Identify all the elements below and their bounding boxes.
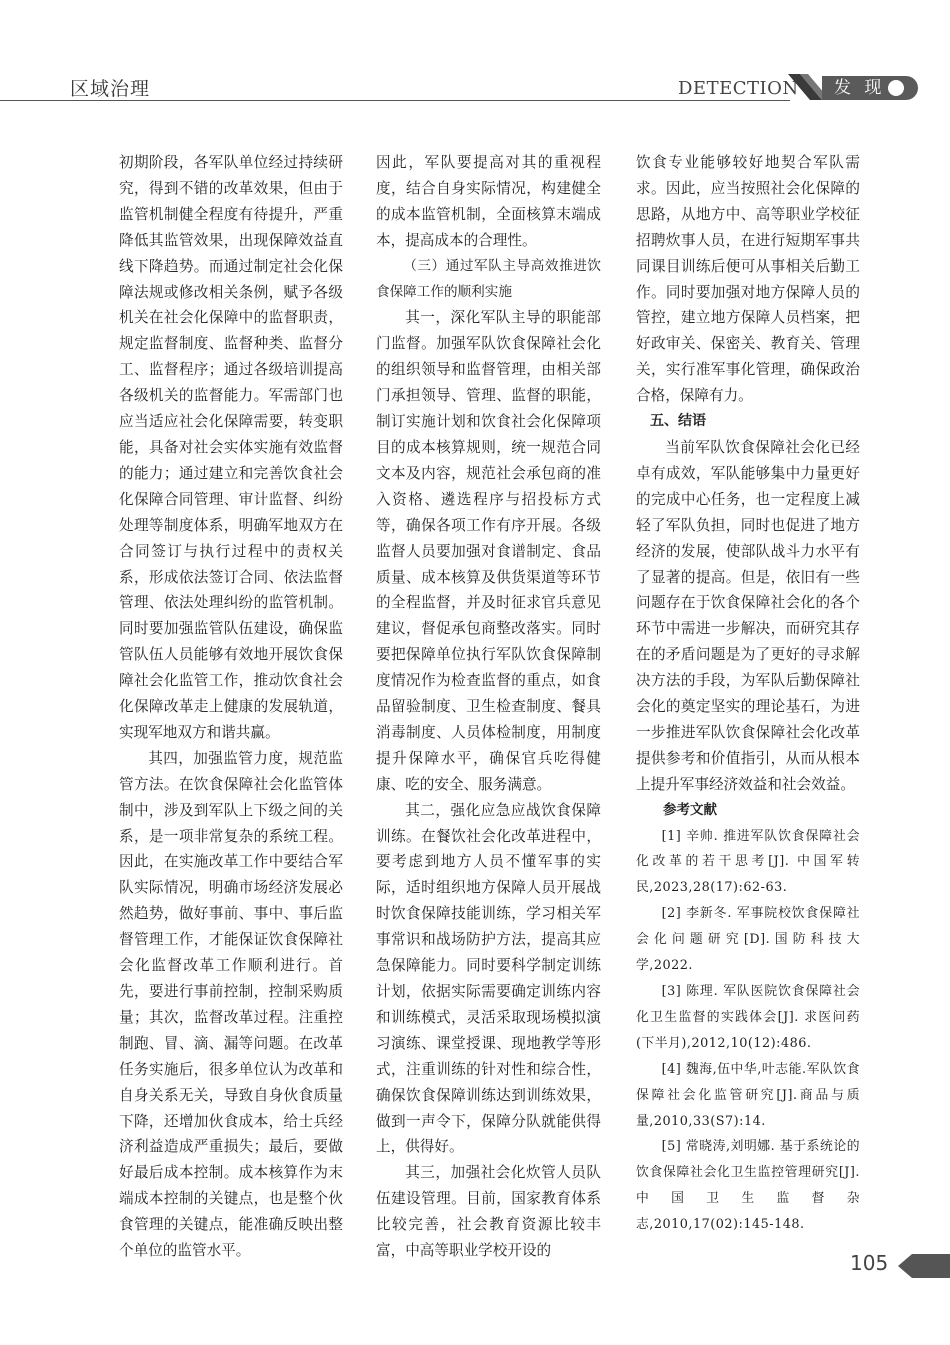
paragraph: 其二，强化应急应战饮食保障训练。在餐饮社会化改革进程中，要考虑到地方人员不懂军事的实际，适时组织地方保障人员开展战时饮食保障技能训练，学习相关军事常识和战场防护方法，提高其应急保障能力。同时要科学制定训练计划，依据实际需要确定训练内容和训练模式，灵活采取现场模拟演习演练、课堂授课、现地教学等形式，注重训练的针对性和综合性，确保饮食保障训练达到训练效果，做到一声令下，保障分队就能供得上，供得好。 (376, 801, 601, 1156)
magazine-name: DETECTION (678, 78, 799, 99)
paragraph: 饮食专业能够较好地契合军队需求。因此，应当按照社会化保障的思路，从地方中、高等职业学校征招聘炊事人员，在进行短期军事共同课目训练后便可从事相关后勤工作。同时要加强对地方保障人员的管控，建立地方保障人员档案，把好政审关、保密关、教育关、管理关，实行准军事化管理，确保政治合格，保障有力。 (636, 154, 860, 405)
subsection-heading: （三）通过军队主导高效推进饮食保障工作的顺利实施 (376, 257, 601, 300)
reference-item: [2] 李新冬. 军事院校饮食保障社会化问题研究[D].国防科技大学,2022. (636, 906, 860, 974)
header-dot-icon (888, 80, 904, 96)
section-heading: 参考文献 (663, 801, 717, 818)
article-column-2 (376, 150, 601, 1264)
header-rule (0, 100, 790, 101)
paragraph: 其一，深化军队主导的职能部门监督。加强军队饮食保障社会化的组织领导和监督管理，由相关部门承担领导、管理、监督的职能，制订实施计划和饮食社会化保障项目的成本核算规则，统一规范合同文本及内容，规范社会承包商的准入资格、遴选程序与招投标方式等，确保各项工作有序开展。各级监督人员要加强对食谱制定、食品质量、成本核算及供货渠道等环节的全程监督，并及时征求官兵意见建议，督促承包商整改落实。同时要把保障单位执行军队饮食保障制度情况作为检查监督的重点，如食品留验制度、卫生检查制度、餐具消毒制度、人员体检制度，用制度提升保障水平，确保官兵吃得健康、吃的安全、服务满意。 (376, 309, 601, 793)
reference-item: [1] 辛帅. 推进军队饮食保障社会化改革的若干思考[J]. 中国军转民,2023,28(17):62-63. (636, 828, 860, 896)
header-tab-label: 发 现 (834, 78, 886, 98)
article-column-1 (119, 150, 343, 1264)
paragraph: 初期阶段，各军队单位经过持续研究，得到不错的改革效果，但由于监管机制健全程度有待提升，严重降低其监管效果，出现保障效益直线下降趋势。而通过制定社会化保障法规或修改相关条例，赋予各级机关在社会化保障中的监督职责，规定监督制度、监督种类、监督分工、监督程序；通过各级培训提高各级机关的监督能力。军需部门也应当适应社会化保障需要，转变职能，具备对社会实体实施有效监督的能力；通过建立和完善饮食社会化保障合同管理、审计监督、纠纷处理等制度体系，明确军地双方在合同签订与执行过程中的责权关系，形成依法签订合同、依法监督管理、依法处理纠纷的监管机制。同时要加强监管队伍建设，确保监管队伍人员能够有效地开展饮食保障社会化监管工作，推动饮食社会化保障改革走上健康的发展轨道，实现军地双方和谐共赢。 (119, 154, 343, 741)
paragraph: 其三，加强社会化炊管人员队伍建设管理。目前，国家教育体系比较完善，社会教育资源比较丰富，中高等职业学校开设的 (376, 1164, 601, 1260)
page-number: 105 (850, 1251, 889, 1275)
reference-item: [4] 魏海,伍中华,叶志能.军队饮食保障社会化监管研究[J].商品与质量,2010,33(S7):14. (636, 1061, 860, 1129)
page-marker-icon (898, 1254, 950, 1278)
paragraph: 其四，加强监管力度，规范监管方法。在饮食保障社会化监管体制中，涉及到军队上下级之间的关系，是一项非常复杂的系统工程。因此，在实施改革工作中要结合军队实际情况，明确市场经济发展必然趋势，做好事前、事中、事后监督管理工作，才能保证饮食保障社会化监督改革工作顺利进行。首先，要进行事前控制，控制采购质量；其次，监督改革过程。注重控制跑、冒、滴、漏等问题。在改革任务实施后，很多单位认为改革和自身关系无关，导致自身伙食质量下降，还增加伙食成本，给士兵经济利益造成严重损失；最后，要做好最后成本控制。成本核算作为末端成本控制的关键点，也是整个伙食管理的关键点，能准确反映出整个单位的监管水平。 (119, 749, 343, 1260)
section-heading: 五、结语 (650, 413, 706, 430)
article-column-3 (636, 150, 860, 1238)
reference-item: [5] 常晓涛,刘明娜. 基于系统论的饮食保障社会化卫生监控管理研究[J]. 中国卫生监督杂志,2010,17(02):145-148. (636, 1139, 860, 1233)
reference-item: [3] 陈理. 军队医院饮食保障社会化卫生监督的实践体会[J]. 求医问药(下半月),2012,10(12):486. (636, 984, 860, 1051)
paragraph: 当前军队饮食保障社会化已经卓有成效，军队能够集中力量更好的完成中心任务，也一定程度上减轻了军队负担，同时也促进了地方经济的发展，使部队战斗力水平有了显著的提高。但是，依旧有一些问题存在于饮食保障社会化的各个环节中需进一步解决，而研究其存在的矛盾问题是为了更好的寻求解决方法的手段，为军队后勤保障社会化的奠定坚实的理论基石，为进一步推进军队饮食保障社会化改革提供参考和价值指引，从而从根本上提升军事经济效益和社会效益。 (636, 438, 860, 793)
paragraph: 因此，军队要提高对其的重视程度，结合自身实际情况，构建健全的成本监管机制，全面核算末端成本，提高成本的合理性。 (376, 154, 601, 249)
section-title: 区域治理 (70, 78, 151, 100)
